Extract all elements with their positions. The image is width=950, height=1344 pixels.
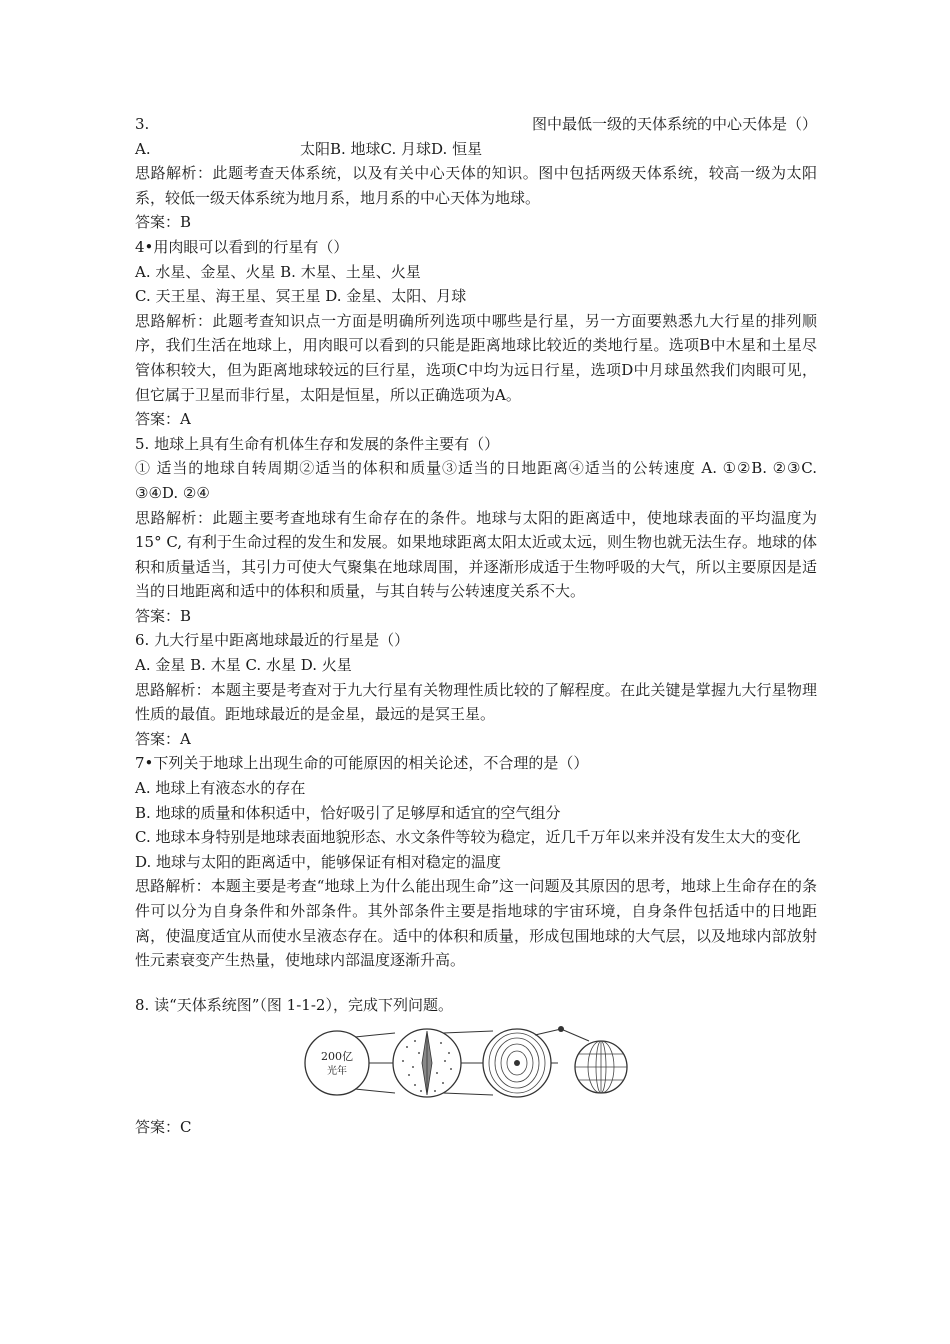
celestial-system-diagram: [303, 1023, 633, 1109]
q7-stem: 7•下列关于地球上出现生命的可能原因的相关论述，不合理的是（）: [135, 754, 589, 773]
q3-option-rest: 太阳B. 地球C. 月球D. 恒星: [300, 139, 483, 158]
spacer: [135, 973, 817, 993]
q8-answer: 答案：C: [135, 1118, 192, 1137]
q5-answer: 答案：B: [135, 606, 192, 625]
universe-circle: [305, 1031, 369, 1095]
sun-dot: [514, 1060, 520, 1066]
q4-analysis: 思路解析：此题考查知识点一方面是明确所列选项中哪些是行星，另一方面要熟悉九大行星的排列顺序，我们生活在地球上，用肉眼可以看到的只能是距离地球比较近的类地行星。选项B中木星和土星尽管体积较大，但为距离地球较远的巨行星，选项C中均为远日行星，选项D中月球虽然我们肉眼可见，但它属于卫星而非行星，太阳是恒星，所以正确选项为A。: [135, 311, 817, 404]
q4-answer: 答案：A: [135, 410, 191, 429]
q5-options: ① 适当的地球自转周期②适当的体积和质量③适当的日地距离④适当的公转速度 A. ①②B. ②③C. ③④D. ②④: [135, 459, 817, 502]
celestial-system-figure: [135, 1023, 817, 1113]
figure-label-1: 200亿: [321, 1050, 353, 1064]
q7-option-c: C. 地球本身特别是地球表面地貌形态、水文条件等较为稳定，近几千万年以来并没有发生太大的变化: [135, 828, 801, 847]
q3-stem-line: [135, 112, 817, 137]
q7-option-a: A. 地球上有液态水的存在: [135, 779, 306, 798]
q6-options: A. 金星 B. 木星 C. 水星 D. 火星: [135, 656, 352, 675]
q7-option-d: D. 地球与太阳的距离适中，能够保证有相对稳定的温度: [135, 852, 502, 871]
q4-stem: 4•用肉眼可以看到的行星有（）: [135, 237, 349, 256]
q3-number: 3.: [135, 115, 150, 133]
q6-answer: 答案：A: [135, 729, 191, 748]
q4-options-line-2: C. 天王星、海王星、冥王星 D. 金星、太阳、月球: [135, 287, 467, 306]
document-page: [135, 112, 817, 1140]
q3-stem: 图中最低一级的天体系统的中心天体是（）: [531, 115, 817, 133]
q5-analysis: 思路解析：此题主要考查地球有生命存在的条件。地球与太阳的距离适中，使地球表面的平均温度为15° C, 有利于生命过程的发生和发展。如果地球距离太阳太近或太远，则生物也就无法生存。地球的体积和质量适当，其引力可使大气聚集在地球周围，并逐渐形成适于生物呼吸的大气，所以主要原因是适当的日地距离和适中的体积和质量，与其自转与公转速度关系不大。: [135, 508, 817, 601]
earth-globe: [575, 1041, 627, 1093]
q7-option-b: B. 地球的质量和体积适中，恰好吸引了足够厚和适宜的空气组分: [135, 803, 561, 822]
q3-answer: 答案：B: [135, 213, 192, 232]
figure-label-2: 光年: [327, 1066, 347, 1078]
q7-analysis: 思路解析：本题主要是考查“地球上为什么能出现生命”这一问题及其原因的思考，地球上生命存在的条件可以分为自身条件和外部条件。其外部条件主要是指地球的宇宙环境，自身条件包括适中的日地距离，使温度适宜从而使水呈液态存在。适中的体积和质量，形成包围地球的大气层，以及地球内部放射性元素衰变产生热量，使地球内部温度逐渐升高。: [135, 877, 817, 970]
q4-options-line-1: A. 水星、金星、火星 B. 木星、土星、火星: [135, 262, 421, 281]
q8-stem: 8. 读“天体系统图”（图 1-1-2），完成下列问题。: [135, 995, 453, 1014]
q6-analysis: 思路解析：本题主要是考查对于九大行星有关物理性质比较的了解程度。在此关键是掌握九大行星物理性质的最值。距地球最近的是金星，最远的是冥王星。: [135, 680, 817, 724]
q5-stem: 5. 地球上具有生命有机体生存和发展的条件主要有（）: [135, 434, 500, 453]
q3-options: [135, 137, 817, 162]
q3-option-a-label: A.: [135, 139, 151, 158]
q3-analysis: 思路解析：此题考查天体系统，以及有关中心天体的知识。图中包括两级天体系统，较高一级为太阳系，较低一级天体系统为地月系，地月系的中心天体为地球。: [135, 164, 817, 207]
q6-stem: 6. 九大行星中距离地球最近的行星是（）: [135, 631, 410, 650]
